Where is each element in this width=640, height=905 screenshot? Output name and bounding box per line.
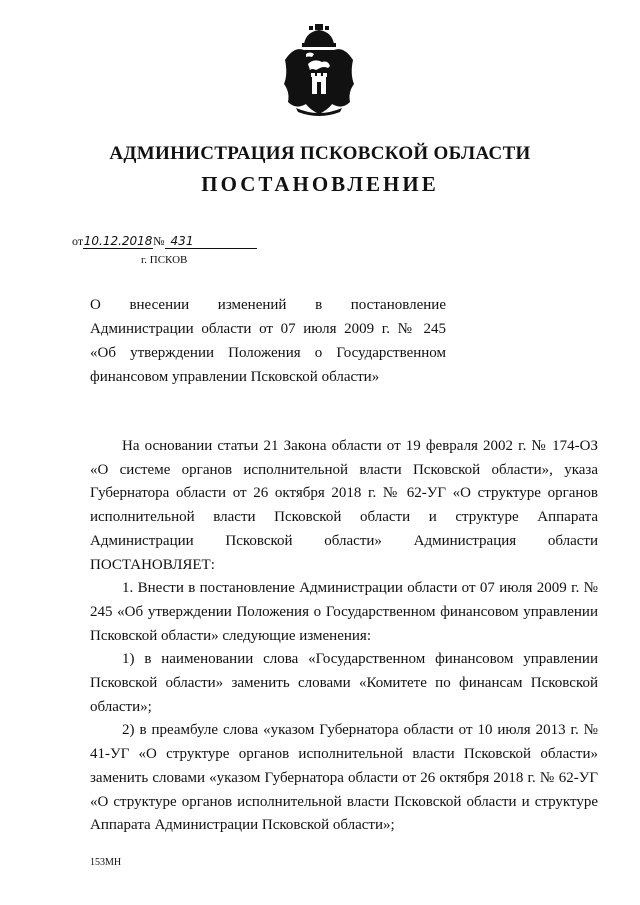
document-type-title: ПОСТАНОВЛЕНИЕ: [201, 172, 439, 196]
organization-name: АДМИНИСТРАЦИЯ ПСКОВСКОЙ ОБЛАСТИ: [109, 143, 531, 164]
preamble-paragraph: На основании статьи 21 Закона области от 19 февраля 2002 г. № 174-ОЗ «О системе органов исполнительной власти Псковской области», указа Губернатора области от 26 октября 2018 г. № 62-УГ «О структуре органов исполнительной власти Псковской области и структуре Аппарата Администрации Псковской области» Администрация области ПОСТАНОВЛЯЕТ:: [90, 438, 598, 573]
number-value: 431: [165, 234, 257, 249]
subject-block: [90, 293, 446, 389]
subject-line: финансовом управлении Псковской области»: [90, 369, 380, 385]
number-prefix: №: [153, 234, 165, 248]
subject-line: Администрации области от 07 июля 2009 г. № 245: [90, 321, 446, 337]
subject-line: «Об утверждении Положения о Государственном: [90, 345, 446, 361]
date-number-line: [72, 234, 257, 249]
item-1-2-paragraph: 2) в преамбуле слова «указом Губернатора области от 10 июля 2013 г. № 41-УГ «О структуре органов исполнительной власти Псковской области» заменить словами «указом Губернатора области от 26 октября 2018 г. № 62-УГ «О структуре органов исполнительной власти Псковской области и структуре Аппарата Администрации Псковской области»;: [90, 722, 598, 834]
date-prefix: от: [72, 234, 84, 248]
date-value: 10.12.2018: [83, 234, 153, 248]
city-label: г. ПСКОВ: [141, 254, 188, 266]
item-1-1-paragraph: 1) в наименовании слова «Государственном финансовом управлении Псковской области» заменить словами «Комитете по финансам Псковской области»;: [90, 651, 598, 715]
item-1-paragraph: 1. Внести в постановление Администрации области от 07 июля 2009 г. № 245 «Об утверждении Положения о Государственном финансовом управлении Псковской области» следующие изменения:: [90, 580, 598, 644]
subject-line: О внесении изменений в постановление: [90, 297, 446, 313]
coat-of-arms-icon: [282, 24, 356, 118]
document-body: [90, 435, 598, 838]
footer-code: 153МН: [90, 857, 122, 868]
